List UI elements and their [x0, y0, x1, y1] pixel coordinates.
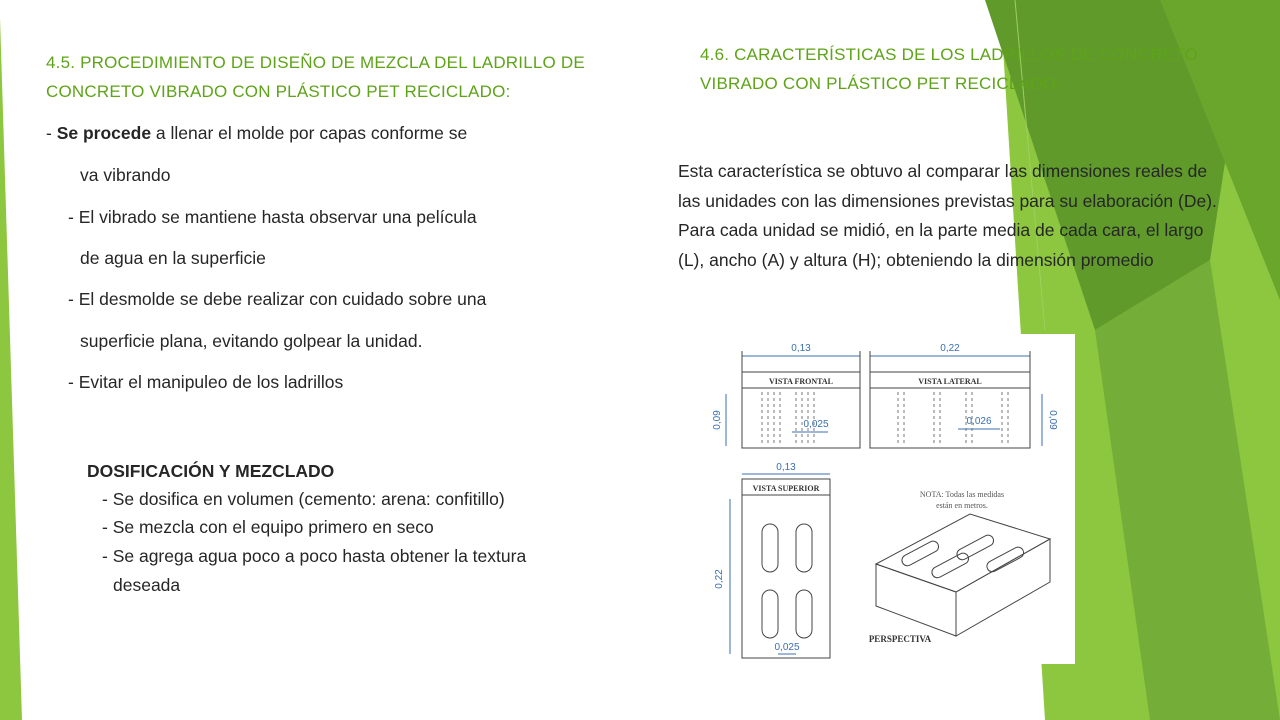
note-label: están en metros. — [936, 501, 988, 510]
dimension-label: 0,025 — [803, 419, 829, 430]
brick-technical-drawing — [700, 334, 1075, 664]
characteristics-paragraph: Esta característica se obtuvo al comparar las dimensiones reales de las unidades con las dimensiones previstas para su elaboración (De). Para cada unidad se midió, en la parte media de cada cara, el largo (L), ancho (A) y altura (H); obteniendo la dimensión promedio — [678, 161, 1217, 270]
dimension-label: 0,026 — [966, 416, 992, 427]
dimension-label: 0,13 — [791, 343, 811, 354]
section-heading-4-5: 4.5. PROCEDIMIENTO DE DISEÑO DE MEZCLA DEL LADRILLO DE CONCRETO VIBRADO CON PLÁSTICO PET RECICLADO: — [46, 53, 585, 101]
dimension-label: 0,13 — [776, 462, 796, 473]
note-label: NOTA: Todas las medidas — [919, 490, 1005, 499]
dimension-label: 0,09 — [712, 410, 723, 430]
section-heading-4-6: 4.6. CARACTERÍSTICAS DE LOS LADRILLOS DE CONCRETO VIBRADO CON PLÁSTICO PET RECICLADO: — [700, 45, 1198, 93]
dosificacion-item: deseada — [113, 575, 181, 595]
front-view-label: VISTA FRONTAL — [769, 377, 833, 386]
procedure-line-7: - Evitar el manipuleo de los ladrillos — [68, 372, 344, 392]
dosificacion-item: - Se mezcla con el equipo primero en seco — [102, 517, 434, 537]
dosificacion-title: DOSIFICACIÓN Y MEZCLADO — [87, 461, 335, 481]
dimension-label: 0,22 — [714, 569, 725, 589]
procedure-line-5: - El desmolde se debe realizar con cuidado sobre una — [68, 289, 487, 309]
procedure-line-4: de agua en la superficie — [80, 248, 266, 268]
dosificacion-item: - Se agrega agua poco a poco hasta obtener la textura — [102, 546, 527, 566]
left-green-stripe — [0, 18, 22, 720]
top-view-label: VISTA SUPERIOR — [752, 484, 820, 493]
procedure-line-1: - Se procede a llenar el molde por capas conforme se — [46, 123, 468, 143]
dimension-label: 0,22 — [940, 343, 960, 354]
procedure-line-3: - El vibrado se mantiene hasta observar una película — [68, 207, 477, 227]
dosificacion-item: - Se dosifica en volumen (cemento: arena: confitillo) — [102, 489, 505, 509]
procedure-line-6: superficie plana, evitando golpear la unidad. — [80, 331, 423, 351]
lateral-view-label: VISTA LATERAL — [918, 377, 982, 386]
dimension-label: 0,025 — [774, 642, 800, 653]
procedure-line-2: va vibrando — [80, 165, 171, 185]
perspective-label: PERSPECTIVA — [868, 634, 932, 644]
dimension-label: 0,09 — [1047, 410, 1058, 430]
